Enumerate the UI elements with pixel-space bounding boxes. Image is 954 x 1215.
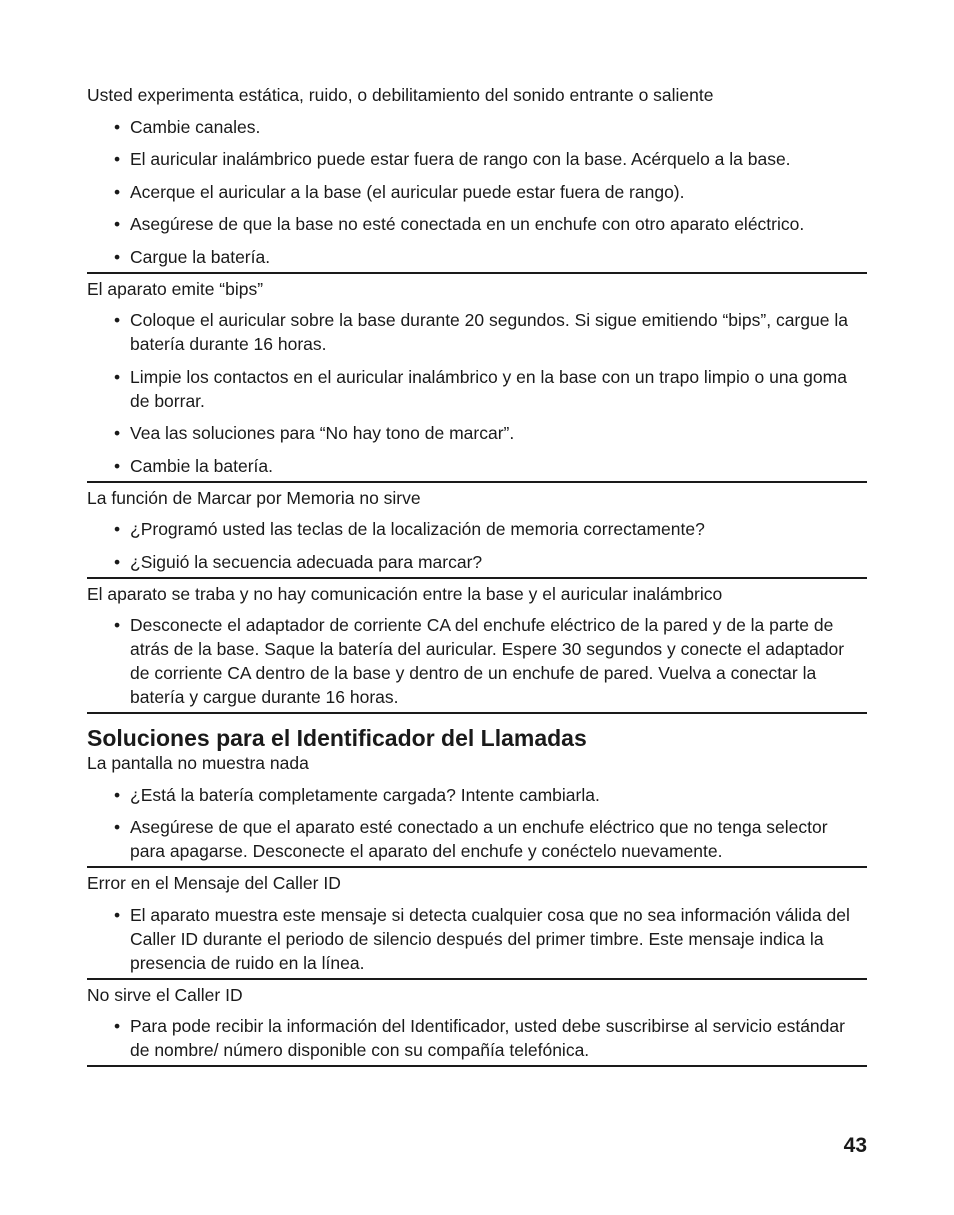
bullet-icon: • xyxy=(114,116,121,137)
list-item-text: Desconecte el adaptador de corriente CA del enchufe eléctrico de la pared y de la parte de atrás de la base. Saque la batería del auricular. Espere 30 segundos y conecte el adaptador de corriente CA dentro de la base y dentro de un enchufe de pared. Vuelva a conectar la batería y cargue durante 16 horas. xyxy=(130,615,845,707)
bullet-icon: • xyxy=(114,784,121,805)
bullet-icon: • xyxy=(114,310,121,330)
solution-list xyxy=(87,903,867,975)
list-item-text: Cambie canales. xyxy=(130,116,261,137)
section-title: El aparato se traba y no hay comunicación entre la base y el auricular inalámbrico xyxy=(87,583,723,604)
bullet-icon: • xyxy=(114,615,121,635)
section-divider xyxy=(87,866,867,868)
bullet-icon: • xyxy=(114,149,121,169)
list-item xyxy=(87,1014,867,1062)
list-item-text: Limpie los contactos en el auricular inalámbrico y en la base con un trapo limpio o una goma de borrar. xyxy=(130,366,847,411)
section-title: La pantalla no muestra nada xyxy=(87,753,309,773)
section-title: Usted experimenta estática, ruido, o debilitamiento del sonido entrante o saliente xyxy=(87,85,714,105)
troubleshooting-section xyxy=(87,487,867,579)
list-item-text: Acerque el auricular a la base (el auricular puede estar fuera de rango). xyxy=(130,181,685,202)
bullet-icon: • xyxy=(114,551,121,572)
bullet-icon: • xyxy=(114,423,121,443)
page-number: 43 xyxy=(843,1134,867,1157)
list-item xyxy=(87,550,867,574)
section-title: La función de Marcar por Memoria no sirve xyxy=(87,487,421,508)
list-item xyxy=(87,212,867,236)
list-item xyxy=(87,365,867,413)
troubleshooting-section xyxy=(87,84,867,274)
section-title: Error en el Mensaje del Caller ID xyxy=(87,873,341,893)
list-item-text: Cargue la batería. xyxy=(130,246,271,267)
bullet-icon: • xyxy=(114,1016,121,1036)
list-item-text: ¿Siguió la secuencia adecuada para marcar? xyxy=(130,551,483,572)
troubleshooting-section xyxy=(87,278,867,483)
list-item-text: Para pode recibir la información del Identificador, usted debe suscribirse al servicio estándar de nombre/ número disponible con su compañía telefónica. xyxy=(130,1016,845,1060)
list-item xyxy=(87,180,867,204)
bullet-icon: • xyxy=(114,904,121,925)
list-item xyxy=(87,245,867,269)
bullet-icon: • xyxy=(114,246,121,267)
list-item-text: Asegúrese de que el aparato esté conectado a un enchufe eléctrico que no tenga selector para apagarse. Desconecte el aparato del enchufe y conéctelo nuevamente. xyxy=(130,817,828,861)
list-item xyxy=(87,421,867,445)
list-item xyxy=(87,115,867,139)
list-item xyxy=(87,815,867,863)
solution-list xyxy=(87,308,867,478)
list-item-text: ¿Está la batería completamente cargada? Intente cambiarla. xyxy=(130,784,600,805)
list-item-text: El auricular inalámbrico puede estar fuera de rango con la base. Acérquelo a la base. xyxy=(130,149,791,169)
section-divider xyxy=(87,481,867,483)
bullet-icon: • xyxy=(114,181,121,202)
bullet-icon: • xyxy=(114,455,121,476)
section-divider xyxy=(87,1065,867,1067)
bullet-icon: • xyxy=(114,366,121,387)
section-divider xyxy=(87,577,867,579)
page-content xyxy=(87,84,867,1071)
section-title: El aparato emite “bips” xyxy=(87,278,264,299)
solution-list xyxy=(87,783,867,864)
troubleshooting-section xyxy=(87,872,867,980)
list-item xyxy=(87,454,867,478)
list-item-text: Asegúrese de que la base no esté conectada en un enchufe con otro aparato eléctrico. xyxy=(130,214,805,234)
bullet-icon: • xyxy=(114,519,121,539)
troubleshooting-section xyxy=(87,583,867,715)
troubleshooting-section xyxy=(87,752,867,868)
troubleshooting-section xyxy=(87,984,867,1068)
list-item-text: ¿Programó usted las teclas de la localización de memoria correctamente? xyxy=(130,519,705,539)
section-heading: Soluciones para el Identificador del Llamadas xyxy=(87,725,587,751)
list-item-text: Coloque el auricular sobre la base durante 20 segundos. Si sigue emitiendo “bips”, cargue la batería durante 16 horas. xyxy=(130,310,848,354)
list-item xyxy=(87,517,867,541)
solution-list xyxy=(87,517,867,574)
solution-list xyxy=(87,1014,867,1062)
list-item-text: Cambie la batería. xyxy=(130,455,273,476)
bullet-icon: • xyxy=(114,214,121,234)
list-item-text: El aparato muestra este mensaje si detecta cualquier cosa que no sea información válida del Caller ID durante el periodo de silencio después del primer timbre. Este mensaje indica la presencia de ruido en la línea. xyxy=(130,904,850,973)
solution-list xyxy=(87,115,867,269)
list-item xyxy=(87,147,867,171)
section-divider xyxy=(87,712,867,714)
section-divider xyxy=(87,978,867,980)
solution-list xyxy=(87,613,867,709)
section-divider xyxy=(87,272,867,274)
list-item xyxy=(87,783,867,807)
list-item xyxy=(87,613,867,709)
list-item xyxy=(87,903,867,975)
section-title: No sirve el Caller ID xyxy=(87,984,243,1005)
list-item xyxy=(87,308,867,356)
list-item-text: Vea las soluciones para “No hay tono de marcar”. xyxy=(130,423,515,443)
bullet-icon: • xyxy=(114,817,121,837)
